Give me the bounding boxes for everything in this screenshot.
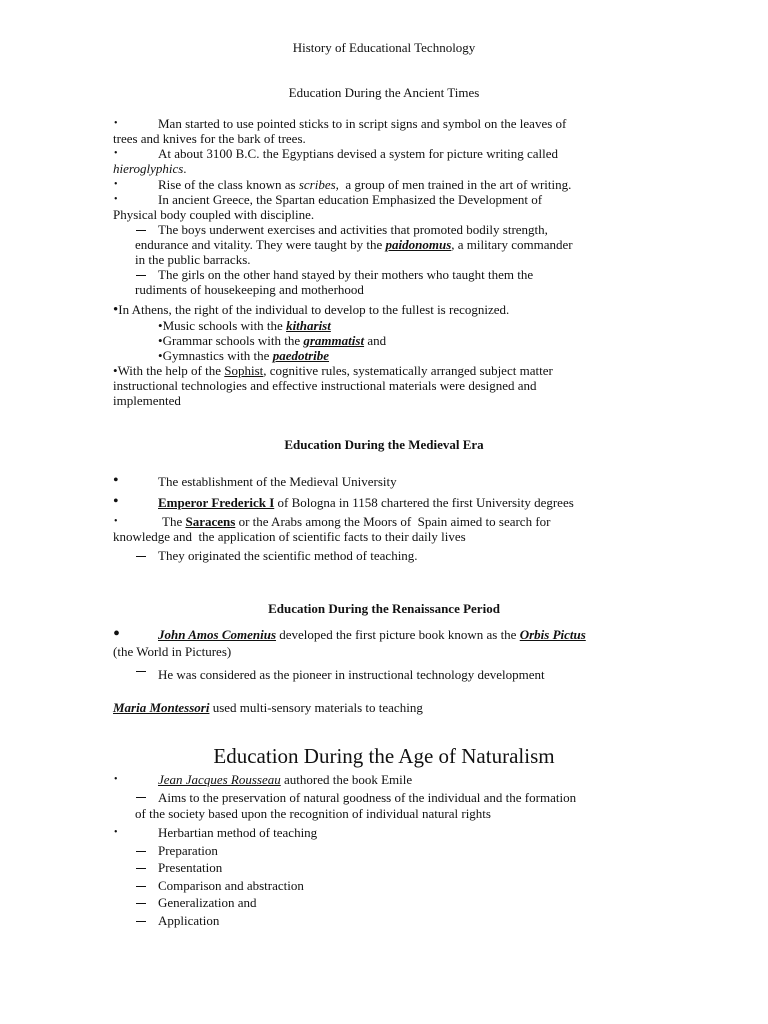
term-sophist: Sophist [224,363,264,378]
bullet: • [113,493,119,510]
bullet: • [114,148,118,159]
ancient-b4-line1: In ancient Greece, the Spartan education Emphasized the Development of [158,192,543,207]
term-comenius: John Amos Comenius [158,627,277,642]
bullet: • [113,472,119,489]
term-scribes: scribes, [298,177,339,192]
dash-marker [136,868,146,869]
text: developed the first picture book known as the [276,627,520,642]
term-grammatist: grammatist [303,333,365,348]
term-saracens: Saracens [185,514,236,529]
term-kitharist: kitharist [286,318,331,333]
ancient-d1-line2 [135,237,573,252]
term-rousseau: Jean Jacques Rousseau [158,772,281,787]
section-heading-medieval: Education During the Medieval Era [284,437,484,452]
dash-marker [136,671,146,672]
dash-marker [136,903,146,904]
ancient-b4-line2: Physical body coupled with discipline. [113,207,315,222]
ancient-sophist-line3: implemented [113,393,181,408]
ancient-b1-line1: Man started to use pointed sticks to in script signs and symbol on the leaves of [158,116,567,131]
herbart-step: Application [158,913,220,928]
ancient-sophist-line1 [113,363,553,378]
dash-marker [136,921,146,922]
bullet: • [113,363,118,378]
ancient-d1-line1: The boys underwent exercises and activities that promoted bodily strength, [158,222,548,237]
text: of Bologna in 1158 chartered the first University degrees [274,495,574,510]
text: used multi-sensory materials to teaching [209,700,423,715]
bullet: • [114,194,118,205]
bullet: • [113,302,119,318]
ancient-grammar [158,333,386,348]
bullet: • [158,333,163,348]
bullet: • [114,179,118,190]
ancient-d2-line2: rudiments of housekeeping and motherhood [135,282,364,297]
dash-marker [136,851,146,852]
bullet: • [114,118,118,129]
medieval-d1: They originated the scientific method of teaching. [158,548,418,563]
term-paidonomus: paidonomus [385,237,452,252]
text: In Athens, the right of the individual to develop to the fullest is recognized. [118,302,510,317]
bullet: • [114,827,118,838]
text: endurance and vitality. They were taught by the [135,237,386,252]
renaissance-montessori [113,700,423,715]
text: authored the book Emile [280,772,413,787]
ancient-b2-line1: At about 3100 B.C. the Egyptians devised a system for picture writing called [158,146,559,161]
bullet: • [158,318,163,333]
naturalism-b1 [158,772,412,787]
dash-marker [136,275,146,276]
renaissance-b1-line2: (the World in Pictures) [113,644,232,659]
naturalism-d1-line2: of the society based upon the recognition of individual natural rights [135,806,491,821]
herbart-step: Comparison and abstraction [158,878,304,893]
bullet: • [114,774,118,785]
term-emperor-frederick: Emperor Frederick I [158,495,275,510]
dash-marker [136,797,146,798]
doc-title: History of Educational Technology [292,40,476,55]
ancient-music [158,318,331,333]
text: With the help of the [117,363,225,378]
text: Music schools with the [162,318,287,333]
text: , a military commander [451,237,573,252]
ancient-b1-line2: trees and knives for the bark of trees. [113,131,306,146]
text: or the Arabs among the Moors of Spain aimed to search for [235,514,551,529]
dash-marker [136,556,146,557]
ancient-b2-line2 [113,161,187,176]
text: The [162,514,186,529]
section-heading-naturalism: Education During the Age of Naturalism [213,744,555,768]
ancient-d2-line1: The girls on the other hand stayed by their mothers who taught them the [158,267,534,282]
bullet: • [113,623,121,645]
naturalism-b2: Herbartian method of teaching [158,825,318,840]
period: . [183,161,187,176]
herbart-step: Presentation [158,860,223,875]
section-heading-ancient: Education During the Ancient Times [288,85,480,100]
naturalism-d1-line1: Aims to the preservation of natural goodness of the individual and the formation [158,790,577,805]
term-maria-montessori: Maria Montessori [113,700,210,715]
dash-marker [136,230,146,231]
medieval-b3-line1 [162,514,551,529]
section-heading-renaissance: Education During the Renaissance Period [268,601,500,616]
text: Rise of the class known as [158,177,299,192]
ancient-d1-line3: in the public barracks. [135,252,251,267]
text: a group of men trained in the art of writing. [338,177,572,192]
medieval-b2 [158,495,574,510]
term-hieroglyphics: hieroglyphics [113,161,184,176]
ancient-athens [113,302,509,318]
medieval-b3-line2: knowledge and the application of scientific facts to their daily lives [113,529,466,544]
renaissance-d1: He was considered as the pioneer in instructional technology development [158,667,545,682]
medieval-b1: The establishment of the Medieval University [158,474,397,489]
herbart-step: Preparation [158,843,218,858]
dash-marker [136,886,146,887]
bullet: • [114,516,118,527]
term-orbis-pictus: Orbis Pictus [519,627,586,642]
renaissance-b1-line1 [158,627,586,642]
term-paedotribe: paedotribe [272,348,330,363]
bullet: • [158,348,163,363]
text: , cognitive rules, systematically arranged subject matter [263,363,553,378]
ancient-b3 [158,177,571,192]
text: and [364,333,387,348]
text: Grammar schools with the [162,333,304,348]
herbart-step: Generalization and [158,895,257,910]
text: Gymnastics with the [162,348,273,363]
ancient-gym [158,348,329,363]
ancient-sophist-line2: instructional technologies and effective instructional materials were designed and [113,378,537,393]
